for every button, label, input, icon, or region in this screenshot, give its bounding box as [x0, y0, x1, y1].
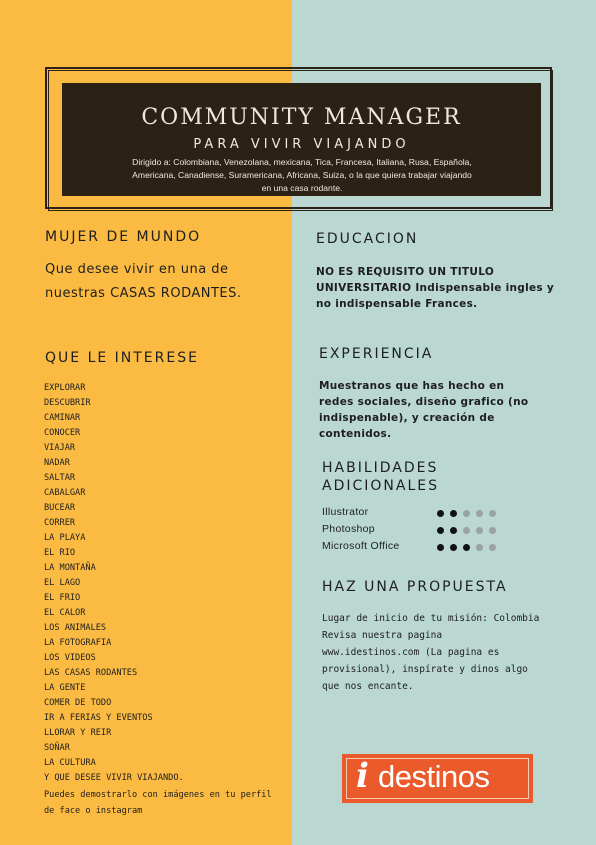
interest-item: CAMINAR — [44, 413, 81, 423]
mujer-heading: MUJER DE MUNDO — [45, 229, 202, 245]
interese-heading: QUE LE INTERESE — [45, 350, 199, 366]
rating-dot-filled — [450, 527, 457, 534]
rating-dot-filled — [437, 544, 444, 551]
interest-item: CABALGAR — [44, 488, 86, 498]
interest-item: EXPLORAR — [44, 383, 86, 393]
skill-name: Photoshop — [322, 523, 375, 535]
experiencia-heading: EXPERIENCIA — [319, 346, 434, 362]
interest-item: LA FOTOGRAFIA — [44, 638, 112, 648]
skill-name: Illustrator — [322, 506, 369, 518]
target-audience-text: Dirigido a: Colombiana, Venezolana, mexicana, Tica, Francesa, Italiana, Rusa, Española, Americana, Canadiense, Suramericana, Africana, Suiza, o la que quiera trabajar viajando en una casa rodante. — [132, 157, 472, 193]
rating-dot-empty — [463, 510, 470, 517]
rating-dot-filled — [450, 544, 457, 551]
rating-dot-empty — [476, 544, 483, 551]
interests-list — [44, 381, 184, 786]
interest-item: LAS CASAS RODANTES — [44, 668, 138, 678]
interest-item: EL CALOR — [44, 608, 86, 618]
rating-dot-empty — [476, 527, 483, 534]
educacion-heading: EDUCACION — [316, 231, 419, 247]
interest-item: EL LAGO — [44, 578, 81, 588]
rating-dot-empty — [489, 510, 496, 517]
interest-item: Y QUE DESEE VIVIR VIAJANDO. — [44, 773, 184, 783]
interests-footnote: Puedes demostrarlo con imágenes en tu perfil de face o instagram — [44, 790, 272, 816]
page-subtitle: PARA VIVIR VIAJANDO — [193, 137, 410, 152]
interest-item: LOS VIDEOS — [44, 653, 96, 663]
interest-item: DESCUBRIR — [44, 398, 91, 408]
interest-item: EL FRIO — [44, 593, 81, 603]
skill-rating — [437, 510, 507, 518]
propuesta-text — [322, 610, 542, 695]
skill-rating — [437, 527, 507, 535]
interest-item: SALTAR — [44, 473, 76, 483]
interest-item: COMER DE TODO — [44, 698, 112, 708]
propuesta-line-2: Revisa nuestra pagina www.idestinos.com (La pagina es provisional), inspírate y dinos algo que nos encante. — [322, 630, 528, 692]
rating-dot-empty — [476, 510, 483, 517]
skill-name: Microsoft Office — [322, 540, 400, 552]
habilidades-heading-line2: ADICIONALES — [322, 478, 439, 494]
propuesta-line-1: Lugar de inicio de tu misión: Colombia — [322, 613, 540, 624]
mujer-text: Que desee vivir en una de nuestras CASAS RODANTES. — [45, 262, 242, 301]
rating-dot-filled — [437, 510, 444, 517]
experiencia-text: Muestranos que has hecho en redes sociales, diseño grafico (no indispenable), y creación de contenidos. — [319, 380, 529, 440]
page-title: COMMUNITY MANAGER — [141, 105, 462, 130]
rating-dot-empty — [489, 544, 496, 551]
interest-item: SOÑAR — [44, 743, 70, 753]
interest-item: NADAR — [44, 458, 70, 468]
interest-item: LA MONTAÑA — [44, 563, 96, 573]
logo-wordmark: destinos — [378, 759, 490, 794]
rating-dot-filled — [450, 510, 457, 517]
interest-item: VIAJAR — [44, 443, 76, 453]
skill-rating — [437, 544, 507, 552]
rating-dot-empty — [463, 527, 470, 534]
idestinos-logo — [342, 754, 533, 803]
rating-dot-empty — [489, 527, 496, 534]
rating-dot-filled — [437, 527, 444, 534]
interest-item: CONOCER — [44, 428, 81, 438]
interest-item: IR A FERIAS Y EVENTOS — [44, 713, 153, 723]
interest-item: EL RIO — [44, 548, 76, 558]
interest-item: BUCEAR — [44, 503, 76, 513]
interest-item: LLORAR Y REIR — [44, 728, 112, 738]
propuesta-heading: HAZ UNA PROPUESTA — [322, 579, 508, 595]
interest-item: LA GENTE — [44, 683, 86, 693]
header-box — [62, 83, 541, 196]
interest-item: LOS ANIMALES — [44, 623, 107, 633]
logo-letter-i: i — [356, 756, 369, 796]
rating-dot-filled — [463, 544, 470, 551]
habilidades-heading-line1: HABILIDADES — [322, 460, 439, 476]
educacion-text: NO ES REQUISITO UN TITULO UNIVERSITARIO Indispensable ingles y no indispensable Frances. — [316, 266, 555, 310]
interest-item: LA PLAYA — [44, 533, 86, 543]
interest-item: LA CULTURA — [44, 758, 96, 768]
interest-item: CORRER — [44, 518, 76, 528]
